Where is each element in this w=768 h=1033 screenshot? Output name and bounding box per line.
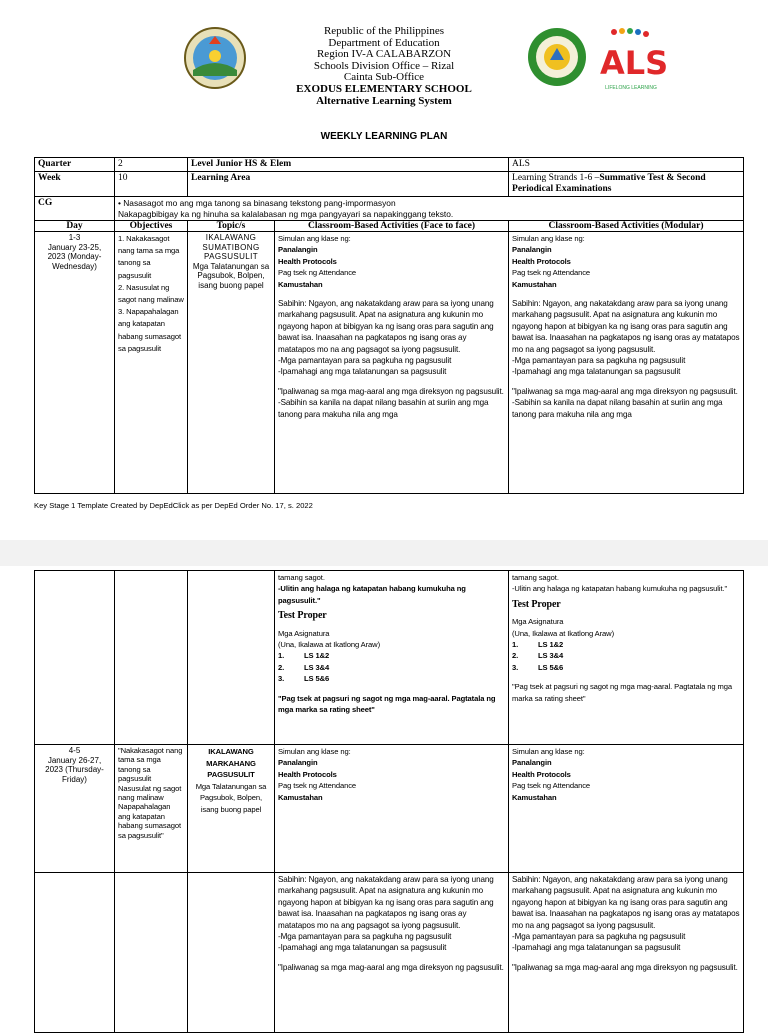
- subject-list-item: [512, 639, 740, 650]
- activity-line: "Pag tsek at pagsuri ng sagot ng mga mag-aaral. Pagtatala ng mga marka sa rating sheet": [278, 693, 496, 715]
- cg-line: • Nasasagot mo ang mga tanong sa binasang tekstong pang-impormasyon: [118, 198, 396, 208]
- modular-activities-cell: [509, 232, 744, 494]
- activity-line: Mga Asignatura: [512, 617, 564, 627]
- activity-line: Pag tsek ng Attendance: [512, 781, 591, 791]
- activity-line: Simulan ang klase ng:: [278, 747, 351, 756]
- template-footer: Key Stage 1 Template Created by DepEdClick as per DepEd Order No. 17, s. 2022: [34, 501, 313, 510]
- subject-list-item: [278, 662, 505, 673]
- subject-list-item: [512, 650, 740, 661]
- subject-list-item: [512, 662, 740, 673]
- list-number: 1.: [512, 640, 519, 650]
- quarter-label: Quarter: [35, 158, 115, 172]
- f2f-activities-cell: [275, 232, 509, 494]
- als-logo-text: ALS: [600, 44, 666, 82]
- activity-line: -Ipamahagi ang mga talatanungan sa pagsusulit: [278, 943, 447, 953]
- list-number: 2.: [512, 651, 519, 661]
- list-number: 3.: [278, 674, 285, 684]
- list-number: 2.: [278, 662, 285, 672]
- activity-line: -Sabihin sa kanila na dapat nilang basahin at suriin ang mga tanong para makuha nila ang mga: [512, 398, 723, 419]
- activity-line: -Ulitin ang halaga ng katapatan habang kumukuha ng pagsusulit.": [512, 584, 728, 594]
- list-number: 3.: [512, 662, 519, 672]
- activity-line: Health Protocols: [278, 256, 337, 266]
- list-text: LS 3&4: [538, 651, 564, 661]
- modular-activities-cell: [509, 571, 744, 745]
- activity-line: Pag tsek ng Attendance: [512, 268, 591, 278]
- column-header-modular: Classroom-Based Activities (Modular): [509, 221, 744, 232]
- activity-line: Panalangin: [278, 245, 318, 255]
- activity-line: "Ipaliwanag sa mga mag-aaral ang mga direksyon ng pagsusulit.: [278, 962, 504, 972]
- school-name: EXODUS ELEMENTARY SCHOOL: [296, 82, 472, 95]
- activity-line: -Mga pamantayan para sa pagkuha ng pagsusulit: [278, 356, 452, 366]
- modular-activities-cell: [509, 873, 744, 1033]
- test-proper-heading: Test Proper: [512, 598, 561, 610]
- activity-line: -Mga pamantayan para sa pagkuha ng pagsusulit: [278, 932, 452, 942]
- cg-line: Nakapagbibigay ka ng hinuha sa kalalabasan ng mga pangyayari sa napakinggang teksto.: [118, 208, 454, 219]
- activity-line: Simulan ang klase ng:: [278, 234, 351, 243]
- objective-item: 3. Napapahalagan ang katapatan habang sumasagot sa pagsusulit: [118, 307, 181, 353]
- learning-area-value: [509, 172, 744, 197]
- list-number: 1.: [278, 651, 285, 661]
- activity-line: Simulan ang klase ng:: [512, 234, 585, 243]
- f2f-activities-cell: [275, 873, 509, 1033]
- activity-paragraph: Sabihin: Ngayon, ang nakatakdang araw para sa iyong unang markahang pagsusulit. Apat na asignatura ang kukunin mo ngayong hapon at bibigyan ka ng isang oras para sagutin ang bawat isa. Inaasahan na pagkatapos ng isang oras ay matatapos mo na ang pagsagot sa iyong pagsusulit.: [512, 875, 740, 930]
- activity-paragraph: Sabihin: Ngayon, ang nakatakdang araw para sa iyong unang markahang pagsusulit. Apat na asignatura ang kukunin mo ngayong hapon at bibigyan ka ng isang oras para sagutin ang bawat isa. Inaasahan na pagkatapos ng isang oras ay matatapos mo na ang pagsagot sa iyong pagsusulit.: [278, 875, 494, 930]
- week-value: 10: [115, 172, 188, 197]
- document-page-2: [0, 566, 768, 1024]
- list-text: LS 3&4: [304, 662, 330, 672]
- activity-line: Kamustahan: [278, 279, 323, 289]
- activity-line: Simulan ang klase ng:: [512, 747, 585, 756]
- list-text: LS 5&6: [538, 662, 564, 672]
- activity-line: Kamustahan: [512, 279, 557, 289]
- activity-line: -Ipamahagi ang mga talatanungan sa pagsusulit: [278, 367, 447, 377]
- activity-line: Panalangin: [278, 758, 318, 768]
- activity-line: Panalangin: [512, 245, 552, 255]
- subject-list-item: [278, 650, 505, 661]
- topic-materials: Mga Talatanungan sa Pagsubok, Bolpen, isang buong papel: [192, 261, 270, 290]
- letterhead-line: Cainta Sub-Office: [343, 71, 425, 84]
- activity-line: Pag tsek ng Attendance: [278, 781, 357, 791]
- learning-plan-table: [34, 157, 744, 494]
- activity-line: -Ipamahagi ang mga talatanungan sa pagsusulit: [512, 943, 681, 953]
- activity-line: Health Protocols: [278, 769, 337, 779]
- page-gap: [0, 540, 768, 566]
- activity-line: tamang sagot.: [278, 573, 325, 582]
- document-title: WEEKLY LEARNING PLAN: [320, 131, 448, 142]
- learning-area-label: Learning Area: [188, 172, 509, 197]
- topics-cell: [188, 873, 275, 1033]
- test-proper-heading: Test Proper: [278, 610, 327, 622]
- activity-line: "Ipaliwanag sa mga mag-aaral ang mga direksyon ng pagsusulit.: [278, 386, 504, 396]
- als-logo: [596, 28, 666, 94]
- activity-line: Health Protocols: [512, 256, 571, 266]
- letterhead-line: Republic of the Philippines: [323, 25, 445, 37]
- day-cell: 1-3 January 23-25, 2023 (Monday-Wednesday): [35, 232, 115, 494]
- objective-item: 1. Nakakasagot nang tama sa mga tanong sa pagsusulit: [118, 234, 180, 280]
- activity-line: tamang sagot.: [512, 573, 559, 582]
- objective-item: 2. Nasusulat ng sagot nang malinaw: [118, 282, 184, 305]
- objectives-cell: [115, 571, 188, 745]
- learning-plan-table-continued: [34, 570, 744, 1033]
- column-header-day: Day: [35, 221, 115, 232]
- program-name: Alternative Learning System: [316, 94, 452, 107]
- activity-line: "Ipaliwanag sa mga mag-aaral ang mga direksyon ng pagsusulit.: [512, 386, 738, 396]
- day-cell: [35, 873, 115, 1033]
- level-label: Level Junior HS & Elem: [188, 158, 509, 172]
- topic-title: IKALAWANG MARKAHANG PAGSUSULIT: [206, 747, 256, 780]
- learning-area-value-bold: Summative Test & Second Periodical Examinations: [512, 173, 706, 194]
- activity-line: -Mga pamantayan para sa pagkuha ng pagsusulit: [512, 356, 686, 366]
- subject-list-item: [278, 673, 505, 684]
- activity-line: Pag tsek ng Attendance: [278, 268, 357, 278]
- topics-cell: [188, 232, 275, 494]
- als-tagline: LIFELONG LEARNING: [605, 85, 657, 91]
- modular-activities-cell: [509, 745, 744, 873]
- f2f-activities-cell: [275, 745, 509, 873]
- learning-area-value-text: Learning Strands 1-6 –: [512, 173, 600, 183]
- column-header-f2f: Classroom-Based Activities (Face to face): [275, 221, 509, 232]
- activity-paragraph: Sabihin: Ngayon, ang nakatakdang araw para sa iyong unang markahang pagsusulit. Apat na asignatura ang kukunin mo ngayong hapon at bibigyan ka ng isang oras para sagutin ang bawat isa. Inaasahan na pagkatapos ng isang oras ay matatapos mo na ang pagsagot sa iyong pagsusulit.: [512, 299, 740, 354]
- column-header-objectives: Objectives: [115, 221, 188, 232]
- activity-line: "Pag tsek at pagsuri ng sagot ng mga mag-aaral. Pagtatala ng mga marka sa rating sheet": [512, 682, 733, 703]
- objectives-cell: "Nakakasagot nang tama sa mga tanong sa pagsusulit Nasusulat ng sagot nang malinaw Napapahalagan ang katapatan habang sumasagot sa pagsusulit": [115, 745, 188, 873]
- day-cell: [35, 571, 115, 745]
- activity-line: -Ipamahagi ang mga talatanungan sa pagsusulit: [512, 367, 681, 377]
- day-cell: 4-5 January 26-27, 2023 (Thursday-Friday): [35, 745, 115, 873]
- activity-line: -Ulitin ang halaga ng katapatan habang kumukuha ng pagsusulit.": [278, 584, 466, 605]
- activity-line: Kamustahan: [512, 792, 557, 802]
- cg-value: [115, 197, 744, 221]
- letterhead-line: Department of Education: [328, 36, 440, 49]
- activity-line: -Sabihin sa kanila na dapat nilang basahin at suriin ang mga tanong para makuha nila ang mga: [278, 398, 489, 419]
- topics-cell: [188, 745, 275, 873]
- list-text: LS 5&6: [304, 674, 330, 684]
- activity-line: "Ipaliwanag sa mga mag-aaral ang mga direksyon ng pagsusulit.: [512, 962, 738, 972]
- letterhead-line: Region IV-A CALABARZON: [316, 48, 452, 61]
- quarter-value: 2: [115, 158, 188, 172]
- activity-line: -Mga pamantayan para sa pagkuha ng pagsusulit: [512, 932, 686, 942]
- week-label: Week: [35, 172, 115, 197]
- activity-line: Health Protocols: [512, 769, 571, 779]
- column-header-topics: Topic/s: [188, 221, 275, 232]
- objectives-cell: [115, 232, 188, 494]
- als-mark-icon: [596, 28, 666, 82]
- topics-cell: [188, 571, 275, 745]
- letterhead-line: Schools Division Office – Rizal: [313, 59, 455, 72]
- topic-materials: Mga Talatanungan sa Pagsubok, Bolpen, isang buong papel: [195, 781, 267, 814]
- cg-label: CG: [35, 197, 115, 221]
- activity-line: Kamustahan: [278, 792, 323, 802]
- f2f-activities-cell: [275, 571, 509, 745]
- activity-line: (Una, Ikalawa at Ikatlong Araw): [512, 628, 614, 638]
- objectives-cell: [115, 873, 188, 1033]
- level-value: ALS: [509, 158, 744, 172]
- list-text: LS 1&2: [538, 640, 564, 650]
- activity-line: (Una, Ikalawa at Ikatlong Araw): [278, 640, 380, 650]
- activity-line: Mga Asignatura: [278, 628, 330, 638]
- letterhead: [200, 26, 568, 107]
- activity-line: Panalangin: [512, 758, 552, 768]
- activity-paragraph: Sabihin: Ngayon, ang nakatakdang araw para sa iyong unang markahang pagsusulit. Apat na asignatura ang kukunin mo ngayong hapon at bibigyan ka ng isang oras para sagutin ang bawat isa. Inaasahan na pagkatapos ng isang oras ay matatapos mo na ang pagsagot sa iyong pagsusulit.: [278, 299, 494, 354]
- list-text: LS 1&2: [304, 651, 330, 661]
- topic-title: IKALAWANG SUMATIBONG PAGSUSULIT: [202, 233, 260, 262]
